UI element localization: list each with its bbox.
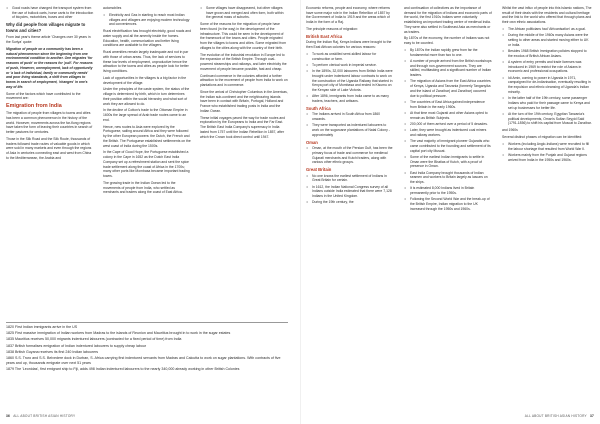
intro-paragraph: From last year's theme article 'Changes over 30 years in the Suriya' quote:: [6, 35, 91, 45]
left-footer: [6, 414, 75, 418]
paragraph: Whilst the vast influx of people into this Islamic nations, The result of their deals with the residents and cultural heritage and the link to the world who offered that through plans and their own ethnic associations.: [502, 6, 592, 25]
list-item: • At that time most Gujarati and other Asians opted to remain as British Subjects.: [404, 111, 492, 120]
list-item: • Following the Second World War and the break-up of the British Empire, Indian migration to the UK increased through the 1950s and 1960s.: [404, 197, 492, 211]
left-column-2: [103, 6, 191, 320]
paragraph: The growing trade in the Indian Ocean led to the movements of people from India, who settled as merchants and traders along the coast of East Africa.: [103, 180, 183, 195]
list-item: • To work as unskilled semi-skilled labour for construction or farm.: [306, 52, 394, 61]
paragraph: In the Cape of Good Hope, the Portuguese established a colony in the Cape in 1652 as the Dutch East India Company set up a refreshment station and sent the spice trade settlement along the coast of Africa in the 1700s; many other ports like Mombasa became important trading towns.: [103, 150, 190, 178]
top-bullet-list: [6, 6, 94, 20]
list-item: • By 1870s the Indian rapidly grew from far the fundamental more than two to one.: [404, 48, 492, 57]
list-item: • Oman, at the mouth of the Persian Gulf, has been the primary focus of trade and commerce for medieval Gujarati merchants and Kutchi traders, along with various other ethnic groups.: [306, 146, 394, 165]
list-item: • Besides 1968 British Immigration policies stopped to the exodus of British African Asians.: [502, 49, 592, 58]
list-item: • Good roads have changed the transport system from the use of bullock carts, horse carts to the introduction of bicycles, motorbikes, buses and other: [6, 6, 94, 20]
right-footer: [525, 414, 594, 418]
bullet-list: [502, 27, 592, 126]
list-item: • At the turn of the 19th century, Egyptian Tanzania's political developments, Oman's Sultan Seyyid Said (1791-1856) to shift his capital from Muscat to Zanzibar.: [502, 112, 592, 126]
bullet-list: [306, 146, 394, 165]
paragraph: Rural electrification has brought electricity, good roads and water supply and all the amenity inside the homes. Education, health, communication and better living conditions are available to the villagers.: [103, 29, 191, 48]
paragraph: Economic reforms, people and economy, where reforms have some major role in the Indian Rebellion of 1857 by the Government of India to 1919 and the areas which of India in the form of a Raj.: [306, 6, 390, 25]
bullet-list: [502, 142, 592, 162]
bullet-list: [306, 112, 394, 137]
running-title: ALL ABOUT BRITISH ASIAN HISTORY: [524, 414, 587, 418]
list-item: • Some of the earliest Indian immigrants to settle in Oman were the Bhatias of Kutch, with a proof of presence in Oman.: [404, 155, 492, 169]
paragraph: Some of the factors which have contributed to the movement are:: [6, 91, 81, 101]
heading-great-britain: Great Britain: [306, 167, 332, 173]
paragraph: Lack of opportunities in the villages is a big factor in the development of the village.: [103, 75, 187, 85]
list-item: • In 1612, the Indian National Congress survey of all Indians outside India estimated that there were 7,128 Indians in the United Kingdom.: [306, 185, 394, 199]
paragraph: Since the arrival of Christopher Columbus in the Americas, the Indian sub-continent and the neighbouring islands have been in contact with Britain, Portugal, Holland and France who established trading posts in India and the Indian Ocean.: [200, 90, 288, 113]
list-item: • During the middle of the 1960s many Asians were the setting to other areas and started moving either to UK or India.: [502, 33, 592, 47]
timeline: [6, 322, 288, 373]
right-column-2: [404, 6, 492, 406]
left-column-1: [6, 6, 94, 320]
paragraph: The migration of people from villages to towns and cities has been a common phenomenon in the history of the world. However, movements across the far-flung regions have taken the form of leaving their countries in search of better pastures for centuries.: [6, 111, 93, 135]
list-item: • Later, they were brought as indentured coal miners and railway workers.: [404, 128, 492, 137]
section-heading: Why did people from villages migrate to towns and cities?: [6, 22, 86, 33]
paragraph: During the Indian Raj, Kenya Indians were brought to the then East African colonies for various reasons:: [306, 40, 392, 50]
paragraph: Those in the Silk Road and the Silk Route, thousands of traders followed trade routes of valuable goods in which were sold in many markets and even through the regions of Asia in centuries connecting east and west from China to the Mediterranean, the Arabia and: [6, 137, 92, 160]
right-column-3: [502, 6, 592, 406]
timeline-entry: 1825 First massive immigration of Indian workers from Madras to the islands of Reunion and Mauritius brought in to work in the sugar estates: [6, 331, 231, 336]
page-number: 37: [590, 414, 594, 418]
paragraph: and continuation of collectives as the importance of demand for the migration of Indians and economic parts of the world, the first 1910s Indians were voluntarily establishing an important trading centre of medieval India. They were also settled in Southeast Asia as merchants or as traders.: [404, 6, 492, 34]
left-column-3: [200, 6, 288, 320]
timeline-entry: 1860 S.S. Truro and S.S. Belvedere dock in Durban, S. Africa carrying first indentured servants from Madras and Calcutta to work on sugar plantations. With contracts of five years and up, thousands emigrate over next 51 years: [6, 355, 281, 365]
paragraph: automobiles: [103, 6, 122, 10]
bullet-list: [200, 6, 288, 20]
paragraph: These initial voyages paved the way for trade routes and exploration by the Europeans to India and the Far East. The British East India Company's supremacy in India lasted from 1757 until the Indian Rebellion in 1857, after which the Crown took direct control until 1947.: [200, 115, 286, 139]
bullet-list: [103, 13, 191, 27]
paragraph: Under the principles of the caste system, the status of the village is determined by birth, which in turn determines their position within the social hierarchy and what sort of work they are allowed to do.: [103, 87, 190, 106]
list-item: • The migration of Asians from the East Africa countries of Kenya, Uganda and Tanzania (formerly Tanganyika and the island of Zanzibar) and Zanzibar) occurred due to political pressure.: [404, 79, 492, 98]
list-item: • The countries of East Africa gained independence from Britain in the early 1960s.: [404, 100, 492, 109]
paragraph: Continued commerce in the colonies afforded a further attraction to the movement of people from India to work on plantations and in commerce.: [200, 73, 288, 88]
list-item: • During the 19th century, the: [306, 200, 394, 205]
list-item: • A system of entry permits and trade licenses was introduced in 1969 to restrict the role of Asians in economic and professional occupations.: [502, 60, 592, 74]
paragraph: Some of the reasons for the migration of people have been found (in the way) in the development of the infrastructure. This could be seen in the development of the framework of the towns and cities. People migrated from the villages to towns and cities. Some migrated from villages to the cities along with the country of their birth.: [200, 22, 287, 50]
list-item: • Electricity and Gas in starting to reach most Indian villages and villagers are enjoying modern technology and conveniences.: [103, 13, 191, 27]
heading-south-africa: South Africa: [306, 105, 331, 111]
list-item: • 200,000 of them arrived over a period of 5 decades.: [404, 122, 492, 127]
list-item: • Workers (including Anglo-Indians) were recruited to fill the labour shortage that resulted from World War II.: [502, 142, 592, 151]
heading-british-east-africa: British East Africa: [306, 33, 343, 39]
list-item: • In the 1890s, 32,000 labourers from British India were brought under indentured labour contracts to work on the construction of the Uganda Railway that started in Kenya port city of Mombasa and ended in Kisumu on the Kenyan side of Lake Victoria.: [306, 69, 394, 93]
timeline-entry: 1879 The 'Leonidas', first emigrant ship to Fiji, adds 498 Indian indentured labourers to the nearly 340,000 already working in other British Colonies: [6, 366, 240, 371]
bullet-list: [306, 174, 394, 205]
list-item: • Workers mainly from the Punjab and Gujarat regions arrived from India in the 1950s and 1960s.: [502, 153, 592, 162]
list-item: • The vast majority of immigrant pioneer Gujaratis who came contributed to the founding and settlement of its capital port city Muscat.: [404, 139, 492, 153]
paragraph: By 1870s of the economy, the number of Indians was not easy to be counted.: [404, 36, 490, 46]
paragraph: In the decline of Cotton's trade to the Ottoman Empire in 1600s the large spread of Arab trade routes came to an end.: [103, 108, 188, 122]
list-item: • A number of people arrived from the British workshops and through non-government sources. They are skilled, multitasking and a significant number of Indian leaders.: [404, 59, 492, 78]
timeline-entry: 1820 First Indian immigrants arrive in the US: [6, 325, 78, 329]
paragraph: The principle reasons of migration:: [306, 27, 359, 31]
timeline-entry: 1835 Mauritius receives 50,000 migrants indentured labourers (contracted for a fixed period of time) from India: [6, 337, 182, 342]
running-title: ALL ABOUT BRITISH ASIAN HISTORY: [13, 414, 76, 418]
right-column-1: [306, 6, 394, 406]
quote-paragraph: Migration of people on a community has been a natural phenomenon since the beginning from one environmental condition to another. One migrates 'for reasons of push' or the reasons for 'pull'. For reasons of push, However, unemployment, lack of opportunity or 'a lack of individual, family or community needs' and poor living standards, a shift from villages to towns in search of employment, 'changes' in one's way of life.: [6, 46, 93, 89]
paragraph: Hence, new routes to Asia were explored by the Portuguese, sailing around Africa and they were followed by the other European powers: the Dutch, the French and the British. The Portuguese established settlements on the west coast of India during the 1500s.: [103, 124, 191, 148]
list-item: • No one knows the earliest settlement of Indians in Great Britain for certain.: [306, 174, 394, 183]
list-item: • In the latter half of the 19th century, some passenger Indians who paid for their passage came to Kenya and set up businesses for better life.: [502, 96, 592, 110]
paragraph: Rural amenities remain largely inadequate and not in par with those of urban areas. Thus, the lack of services to these low levels of employment, unproductive hence the attraction to the towns and cities as people look for better living conditions.: [103, 50, 189, 73]
bullet-list: [306, 52, 394, 104]
paragraph: The evolution of the industrial revolution in Europe led to the expansion of the British Empire. Through coal-powered steamships and railways, and later electricity the movement of people became possible, fast and cheap.: [200, 52, 287, 71]
list-item: • They were transported as indentured labourers to work on the sugarcane plantations of Natal Colony - approximately: [306, 123, 394, 137]
paragraph: Several distinct phases of migration can be identified:: [502, 135, 583, 139]
paragraph: and 1960s: [502, 128, 518, 133]
list-item: • East India Company brought thousands of Indian seamen and workers to Britain largely as lascars on the ships.: [404, 171, 492, 185]
page-gutter: [300, 0, 301, 424]
list-item: • The Indians arrived in South Africa from 1860 onwards.: [306, 112, 394, 121]
list-item: • After 1896, immigrants from India came to as many traders, teachers, and artisans.: [306, 94, 394, 103]
list-item: • To perform clerical work in imperial service.: [306, 63, 394, 68]
timeline-entry: 1838 British Guyana receives its first 240 Indian labourers: [6, 349, 99, 354]
list-item: • Some villages have disappeared, but other villages have grown and merged and often form, both within the general mass of suburbs.: [200, 6, 288, 20]
list-item: • It is estimated 8,000 Indians lived in Britain permanently prior to the 1950s.: [404, 186, 492, 195]
timeline-entry: 1837 British formalises emigration of Indian indentured labourers to supply cheap labour: [6, 343, 147, 348]
bullet-list: [404, 48, 492, 211]
list-item: • Idi Amin, coming to power in Uganda in 1971, campaigned for de-Indianisation, eventually resulting in the expulsion and ethnic cleansing of Uganda's Indian minority.: [502, 76, 592, 95]
section-title-emigration: Emigration from India: [6, 103, 62, 110]
page-number: 36: [6, 414, 10, 418]
heading-oman: Oman: [306, 139, 318, 145]
list-item: • The African politicians had 'Africanisation' as a goal.: [502, 27, 592, 32]
